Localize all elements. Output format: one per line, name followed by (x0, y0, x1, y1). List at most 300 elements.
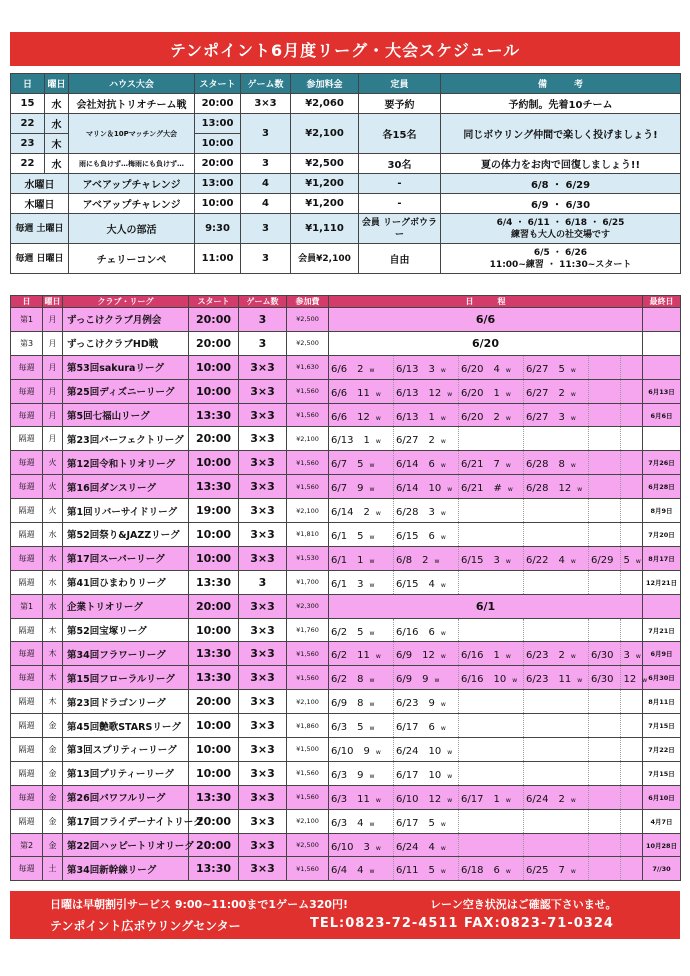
start-cell: 20:00 (189, 308, 239, 332)
last-day-cell: 7月15日 (643, 714, 681, 738)
week-mark: w (447, 796, 453, 804)
last-day-cell: 7月22日 (643, 738, 681, 762)
fee-cell: ¥2,100 (287, 499, 329, 523)
fee-cell: ¥1,110 (291, 214, 359, 244)
freq-cell: 毎週 (11, 857, 43, 881)
league-row (11, 427, 681, 451)
schedule-date-cell (459, 618, 524, 642)
notes-cell (441, 244, 681, 274)
schedule-date-cell (394, 761, 459, 785)
schedule-date-cell (589, 355, 621, 379)
house-header-row (11, 74, 681, 94)
week-mark: w (570, 653, 576, 661)
games-cell: 3×3 (239, 618, 287, 642)
schedule-date-cell (459, 451, 524, 475)
fee-cell: ¥1,200 (291, 194, 359, 214)
schedule-date-cell (621, 499, 643, 523)
freq-cell: 隔週 (11, 618, 43, 642)
week-mark: w (369, 868, 375, 876)
freq-cell: 毎週 (11, 642, 43, 666)
schedule-date-cell (524, 618, 589, 642)
weekday-cell: 土 (43, 857, 63, 881)
freq-cell: 隔週 (11, 690, 43, 714)
freq-cell: 毎週 (11, 666, 43, 690)
week-mark: w (369, 772, 375, 780)
last-day-cell: 10月28日 (643, 833, 681, 857)
header-fee: 参加費 (287, 296, 329, 308)
schedule-date-cell (589, 666, 648, 690)
header-capacity: 定員 (359, 74, 441, 94)
schedule-date-cell (524, 857, 589, 881)
league-row (11, 833, 681, 857)
schedule-date: 6/20 2 (461, 411, 500, 423)
schedule-date-cell (394, 618, 459, 642)
schedule-date: 6/24 4 (396, 841, 435, 853)
schedule-date: 6/30 3 (591, 650, 630, 662)
league-row (11, 451, 681, 475)
league-row (11, 809, 681, 833)
schedule-date-cell (621, 523, 643, 547)
schedule-date-cell (329, 738, 394, 762)
day-cell: 15 (11, 94, 45, 114)
weekday-cell: 木 (43, 690, 63, 714)
games-cell: 3×3 (239, 809, 287, 833)
header-weekday: 曜日 (44, 297, 61, 306)
schedule-date-cell (524, 785, 589, 809)
page-title: テンポイント6月度リーグ・大会スケジュール (10, 32, 680, 66)
schedule-date-cell (394, 570, 459, 594)
start-cell: 10:00 (189, 714, 239, 738)
schedule-date-cell (589, 451, 621, 475)
schedule-date-cell (524, 403, 589, 427)
start-cell: 20:00 (189, 427, 239, 451)
last-day-cell: 6月30日 (643, 666, 681, 690)
week-mark: w (440, 820, 446, 828)
schedule-date-cell (329, 355, 394, 379)
schedule-date-cell (394, 451, 459, 475)
house-row (11, 244, 681, 274)
league-name-cell: 第12回令和トリオリーグ (63, 451, 189, 475)
week-mark: w (440, 510, 446, 518)
capacity-cell: - (359, 194, 441, 214)
league-name-cell: 第22回ハッピートリオリーグ (63, 833, 189, 857)
schedule-date-cell (394, 355, 459, 379)
start-cell: 20:00 (189, 809, 239, 833)
schedule-date-cell (459, 738, 524, 762)
week-mark: w (570, 462, 576, 470)
fee-cell: ¥2,500 (287, 331, 329, 355)
schedule-date-cell (524, 761, 589, 785)
schedule-date: 6/23 9 (396, 698, 435, 710)
day-cell: 毎週 土曜日 (11, 214, 69, 244)
freq-cell: 毎週 (11, 403, 43, 427)
schedule-date-cell (621, 857, 643, 881)
schedule-date-cell (329, 690, 394, 714)
week-mark: w (440, 533, 446, 541)
schedule-date-cell (459, 761, 524, 785)
weekday-cell: 水 (43, 523, 63, 547)
schedule-date-cell (589, 403, 621, 427)
footer-lane-text: レーン空き状況はご確認下さいませ。 (430, 898, 617, 911)
weekday-cell: 月 (43, 308, 63, 332)
schedule-date: 6/10 3 (331, 841, 370, 853)
schedule-date-cell (459, 523, 524, 547)
schedule-date-cell (589, 546, 641, 570)
league-name-cell: 第16回ダンスリーグ (63, 475, 189, 499)
league-name-cell: 第53回sakuraリーグ (63, 355, 189, 379)
week-mark: w (369, 629, 375, 637)
games-cell: 3×3 (239, 546, 287, 570)
start-cell: 10:00 (189, 355, 239, 379)
schedule-date: 6/9 9 (396, 674, 429, 686)
schedule-date: 6/7 9 (331, 483, 364, 495)
freq-cell: 毎週 (11, 355, 43, 379)
week-mark: w (440, 844, 446, 852)
day-cell: 毎週 日曜日 (11, 244, 69, 274)
schedule-date-cell (329, 451, 394, 475)
last-day-cell: 6月13日 (643, 379, 681, 403)
schedule-date-cell (459, 666, 524, 690)
week-mark: w (375, 390, 381, 398)
schedule-date-cell (589, 499, 621, 523)
games-cell: 3×3 (239, 761, 287, 785)
league-row (11, 761, 681, 785)
league-name-cell: 第41回ひまわりリーグ (63, 570, 189, 594)
schedule-date-cell (329, 427, 394, 451)
league-row (11, 570, 681, 594)
league-name-cell: ずっこけクラブHD戦 (63, 331, 189, 355)
schedule-date: 6/6 2 (331, 363, 364, 375)
games-cell: 4 (241, 174, 291, 194)
weekday-cell: 金 (43, 809, 63, 833)
event-cell: 雨にも負けず…梅雨にも負けず… (69, 154, 195, 174)
capacity-cell: - (359, 174, 441, 194)
weekday-cell: 木 (43, 618, 63, 642)
week-mark: w (505, 414, 511, 422)
start-cell: 13:00 (195, 114, 241, 134)
header-notes: 備 考 (441, 74, 681, 94)
league-row (11, 714, 681, 738)
freq-cell: 隔週 (11, 761, 43, 785)
schedule-date-cell (394, 857, 459, 881)
schedule-date-cell (621, 785, 643, 809)
week-mark: w (369, 366, 375, 374)
schedule-date-cell (329, 785, 394, 809)
week-mark: w (577, 677, 583, 685)
week-mark: w (375, 748, 381, 756)
schedule-date: 6/14 6 (396, 459, 435, 471)
schedule-date: 6/9 12 (396, 650, 435, 662)
schedule-date-cell (394, 809, 459, 833)
schedule-date-cell (621, 738, 643, 762)
last-day-cell: 6月6日 (643, 403, 681, 427)
header-house-event: ハウス大会 (69, 74, 195, 94)
games-cell: 3 (239, 570, 287, 594)
last-day-cell (643, 355, 681, 379)
schedule-date-cell (589, 642, 641, 666)
week-mark: w (570, 414, 576, 422)
schedule-date-cell (329, 379, 394, 403)
games-cell: 3×3 (241, 94, 291, 114)
schedule-date: 6/3 4 (331, 817, 364, 829)
schedule-date: 6/13 1 (396, 411, 435, 423)
header-games: ゲーム数 (241, 74, 291, 94)
week-mark: w (507, 486, 513, 494)
start-cell: 10:00 (189, 379, 239, 403)
league-row (11, 475, 681, 499)
schedule-span-cell: 6/6 (329, 308, 643, 332)
week-mark: w (375, 653, 381, 661)
schedule-date-cell (621, 427, 643, 451)
league-name-cell: 第13回プリティーリーグ (63, 761, 189, 785)
schedule-date-cell (621, 570, 643, 594)
notes-cell: 夏の体力をお肉で回復しましょう!! (441, 154, 681, 174)
schedule-date: 6/25 7 (526, 865, 565, 877)
schedule-date-cell (459, 642, 524, 666)
start-cell: 10:00 (189, 546, 239, 570)
schedule-date-cell (589, 690, 621, 714)
schedule-date: 6/3 11 (331, 793, 370, 805)
capacity-cell: 要予約 (359, 94, 441, 114)
schedule-date: 6/29 5 (591, 554, 630, 566)
week-mark: w (369, 462, 375, 470)
freq-cell: 隔週 (11, 499, 43, 523)
schedule-span-cell: 6/20 (329, 331, 643, 355)
notes-cell: 同じボウリング仲間で楽しく投げましょう! (441, 114, 681, 154)
header-day: 日 (11, 74, 45, 94)
schedule-date-cell (524, 523, 589, 547)
schedule-date: 6/13 3 (396, 363, 435, 375)
capacity-cell: 各15名 (359, 114, 441, 154)
fee-cell: ¥2,500 (291, 154, 359, 174)
league-row (11, 594, 681, 618)
notes-line-2: 練習も大人の社交場です (510, 229, 610, 240)
schedule-date-cell (329, 642, 394, 666)
schedule-date-cell (589, 427, 621, 451)
league-name-cell: 第34回フラワーリーグ (63, 642, 189, 666)
schedule-date-cell (524, 690, 589, 714)
games-cell: 3 (241, 114, 291, 154)
fee-cell: ¥1,860 (287, 714, 329, 738)
schedule-date-cell (394, 379, 459, 403)
week-mark: w (505, 366, 511, 374)
schedule-date-cell (459, 355, 524, 379)
schedule-date-cell (394, 738, 459, 762)
fee-cell: ¥1,560 (287, 785, 329, 809)
week-mark: w (570, 868, 576, 876)
schedule-date: 6/21 # (461, 483, 502, 495)
schedule-date: 6/24 2 (526, 793, 565, 805)
games-cell: 4 (241, 194, 291, 214)
weekday-cell: 水 (45, 154, 69, 174)
last-day-cell (643, 308, 681, 332)
week-mark: w (440, 653, 446, 661)
week-mark: w (570, 557, 576, 565)
schedule-date: 6/6 12 (331, 411, 370, 423)
fee-cell: ¥2,500 (287, 308, 329, 332)
house-row (11, 114, 681, 134)
schedule-date-cell (589, 785, 621, 809)
house-row (11, 94, 681, 114)
start-cell: 9:30 (195, 214, 241, 244)
week-mark: w (375, 844, 381, 852)
start-cell: 13:30 (189, 475, 239, 499)
schedule-date-cell (524, 570, 589, 594)
schedule-date-cell (459, 833, 524, 857)
weekday-cell: 水 (45, 114, 69, 134)
schedule-date: 6/10 12 (396, 793, 442, 805)
weekday-cell: 木 (45, 134, 69, 154)
schedule-date-cell (459, 427, 524, 451)
schedule-date: 6/16 1 (461, 650, 500, 662)
schedule-date: 6/20 1 (461, 387, 500, 399)
schedule-date-cell (394, 666, 459, 690)
last-day-cell: 7月21日 (643, 618, 681, 642)
schedule-date-cell (459, 690, 524, 714)
games-cell: 3 (239, 308, 287, 332)
schedule-date-cell (394, 690, 459, 714)
schedule-date-cell (589, 714, 621, 738)
week-mark: w (440, 701, 446, 709)
schedule-date-cell (329, 618, 394, 642)
schedule-date-cell (524, 379, 589, 403)
schedule-date: 6/7 5 (331, 459, 364, 471)
schedule-date-cell (524, 666, 589, 690)
league-name-cell: 第52回祭り&JAZZリーグ (63, 523, 189, 547)
event-cell: 会社対抗トリオチーム戦 (69, 94, 195, 114)
freq-cell: 隔週 (11, 570, 43, 594)
league-name-cell: ずっこけクラブ月例会 (63, 308, 189, 332)
schedule-date: 6/21 7 (461, 459, 500, 471)
schedule-date-cell (459, 714, 524, 738)
games-cell: 3×3 (239, 714, 287, 738)
fee-cell: ¥1,560 (287, 451, 329, 475)
schedule-date-cell (394, 785, 459, 809)
league-header-row (11, 296, 681, 308)
week-mark: w (505, 868, 511, 876)
week-mark: w (369, 581, 375, 589)
schedule-date-cell (459, 857, 524, 881)
schedule-date: 6/28 8 (526, 459, 565, 471)
fee-cell: ¥1,560 (287, 379, 329, 403)
fee-cell: ¥1,630 (287, 355, 329, 379)
schedule-date-cell (589, 833, 621, 857)
schedule-date-cell (394, 499, 459, 523)
schedule-date: 6/13 1 (331, 435, 370, 447)
week-mark: w (440, 581, 446, 589)
week-mark: w (570, 390, 576, 398)
schedule-date-cell (524, 546, 589, 570)
notes-line-1: 6/4 ・ 6/11 ・ 6/18 ・ 6/25 (496, 217, 625, 228)
league-row (11, 857, 681, 881)
fee-cell: ¥2,300 (287, 594, 329, 618)
header-start: スタート (189, 296, 239, 308)
schedule-date-cell (459, 809, 524, 833)
schedule-date: 6/28 12 (526, 483, 572, 495)
fee-cell: ¥2,060 (291, 94, 359, 114)
schedule-date-cell (621, 714, 643, 738)
schedule-date: 6/9 8 (331, 698, 364, 710)
fee-member: 会員¥2,100 (298, 253, 351, 264)
start-cell: 10:00 (189, 618, 239, 642)
schedule-date-cell (329, 714, 394, 738)
house-tournament-table (10, 73, 681, 274)
schedule-date: 6/27 3 (526, 411, 565, 423)
week-mark: w (440, 868, 446, 876)
last-day-cell: 7月20日 (643, 523, 681, 547)
schedule-date-cell (589, 523, 621, 547)
games-cell: 3×3 (239, 475, 287, 499)
schedule-date-cell (621, 475, 643, 499)
schedule-date: 6/17 6 (396, 722, 435, 734)
schedule-date-cell (459, 403, 524, 427)
schedule-date: 6/13 12 (396, 387, 442, 399)
schedule-date-cell (329, 475, 394, 499)
start-cell: 13:00 (195, 174, 241, 194)
weekday-cell: 月 (43, 355, 63, 379)
weekday-cell: 火 (43, 451, 63, 475)
schedule-date-cell (394, 642, 459, 666)
league-name-cell: 第23回ドラゴンリーグ (63, 690, 189, 714)
header-freq: 日 (11, 296, 43, 308)
league-row (11, 666, 681, 690)
capacity-cell: 30名 (359, 154, 441, 174)
week-mark: w (375, 438, 381, 446)
schedule-date-cell (524, 475, 589, 499)
schedule-date-cell (329, 403, 394, 427)
games-cell: 3×3 (239, 355, 287, 379)
schedule-date-cell (329, 499, 394, 523)
league-row (11, 379, 681, 403)
house-row (11, 154, 681, 174)
freq-cell: 第3 (11, 331, 43, 355)
last-day-cell: 7月15日 (643, 761, 681, 785)
fee-cell: ¥1,530 (287, 546, 329, 570)
start-cell: 20:00 (189, 594, 239, 618)
freq-cell: 毎週 (11, 785, 43, 809)
league-name-cell: 第17回スーパーリーグ (63, 546, 189, 570)
league-row (11, 331, 681, 355)
notes-cell (441, 214, 681, 244)
week-mark: w (642, 677, 648, 685)
schedule-date-cell (459, 499, 524, 523)
schedule-date-cell (621, 761, 643, 785)
fee-cell: ¥1,560 (287, 761, 329, 785)
schedule-date-cell (524, 738, 589, 762)
schedule-date-cell (459, 570, 524, 594)
league-name-cell: 第23回パーフェクトリーグ (63, 427, 189, 451)
schedule-date: 6/15 4 (396, 578, 435, 590)
week-mark: w (440, 414, 446, 422)
league-row (11, 642, 681, 666)
week-mark: w (369, 557, 375, 565)
schedule-date-cell (394, 546, 459, 570)
schedule-date: 6/4 4 (331, 865, 364, 877)
fee-cell: ¥1,560 (287, 857, 329, 881)
games-cell: 3×3 (239, 857, 287, 881)
schedule-date: 6/3 5 (331, 722, 364, 734)
fee-cell: ¥1,560 (287, 475, 329, 499)
league-row (11, 499, 681, 523)
week-mark: w (369, 486, 375, 494)
schedule-date: 6/3 9 (331, 769, 364, 781)
week-mark: w (375, 796, 381, 804)
schedule-date-cell (589, 761, 621, 785)
freq-cell: 隔週 (11, 714, 43, 738)
schedule-date: 6/27 2 (396, 435, 435, 447)
games-cell: 3×3 (239, 499, 287, 523)
games-cell: 3×3 (239, 379, 287, 403)
